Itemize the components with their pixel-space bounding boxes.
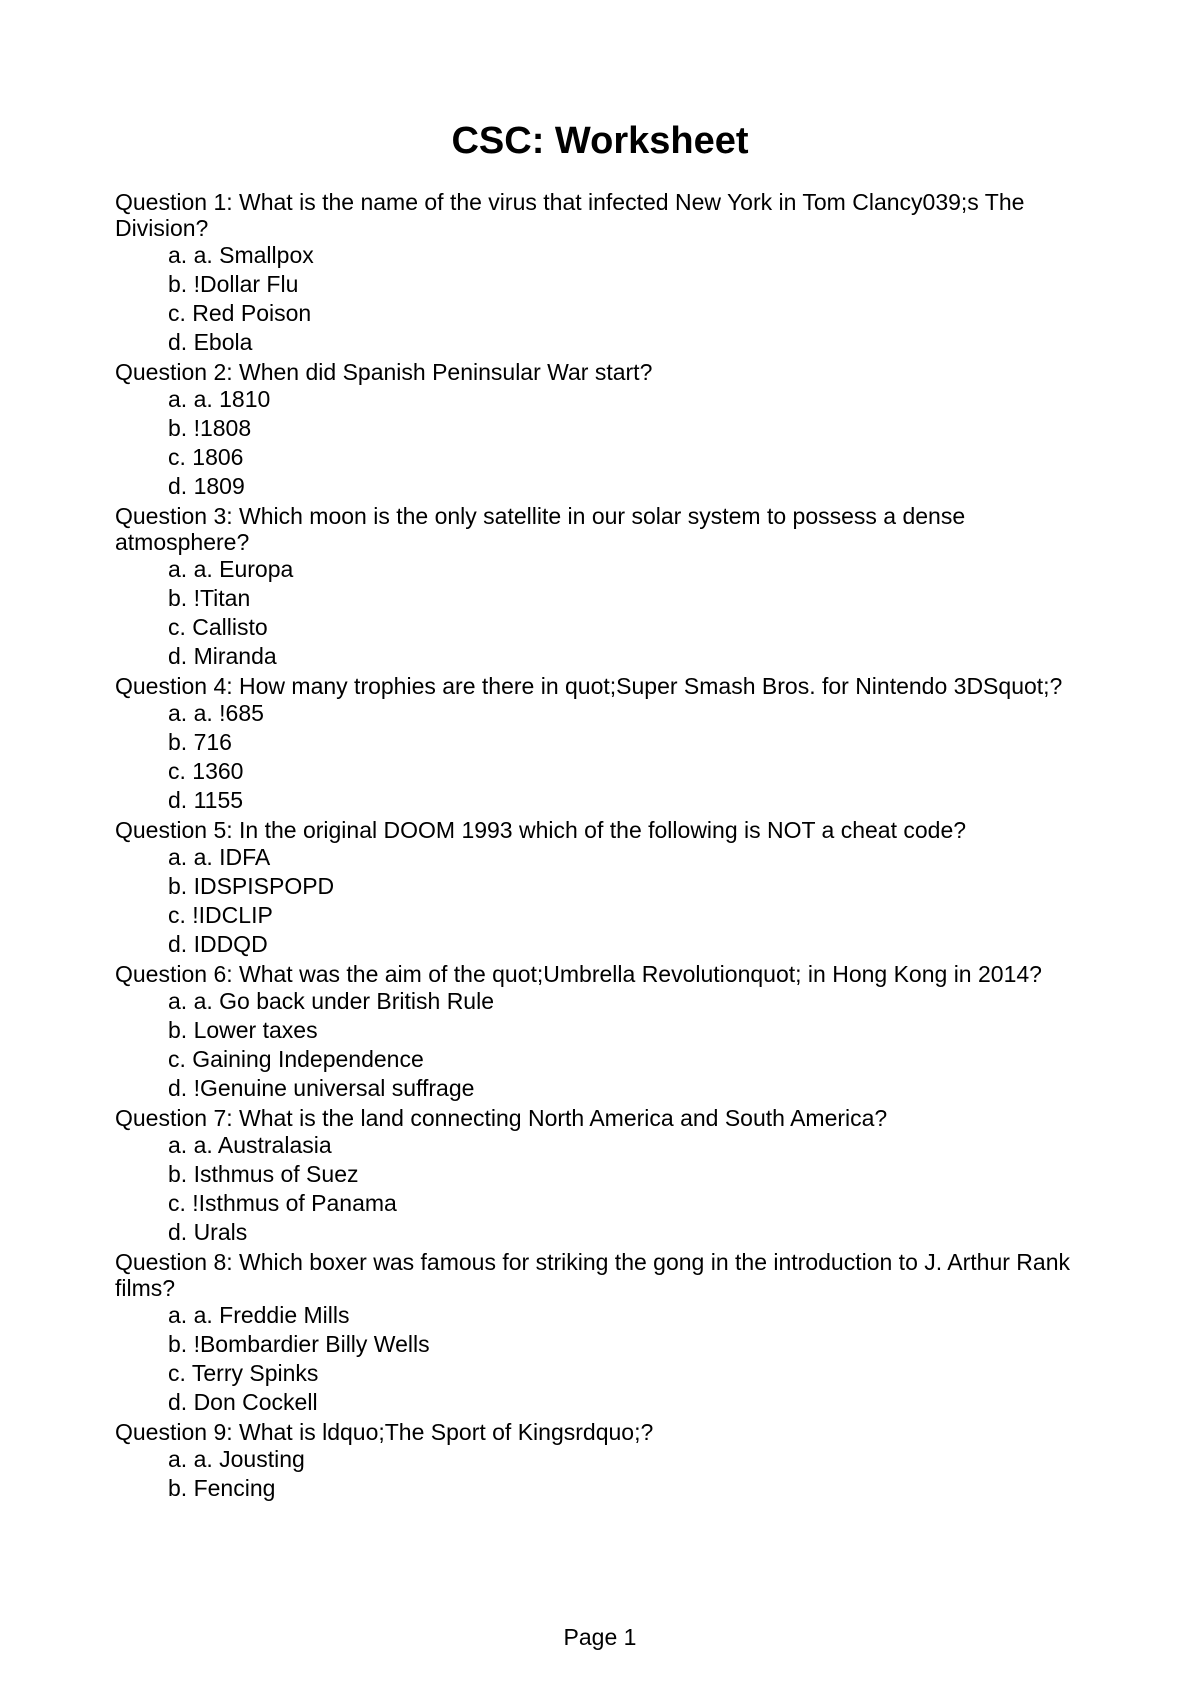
answer-option: c. Terry Spinks	[168, 1360, 319, 1386]
answer-option: b. Lower taxes	[168, 1017, 318, 1043]
answer-options	[115, 1301, 1095, 1417]
answer-options	[115, 1445, 1095, 1503]
question-9	[115, 1417, 1095, 1503]
question-text: Question 7: What is the land connecting North America and South America?	[115, 1105, 888, 1131]
question-text: Question 6: What was the aim of the quot;Umbrella Revolutionquot; in Hong Kong in 2014?	[115, 961, 1042, 987]
answer-option: d. Don Cockell	[168, 1389, 318, 1415]
answer-option: c. !Isthmus of Panama	[168, 1190, 397, 1216]
page-title: CSC: Worksheet	[451, 120, 749, 162]
answer-option: b. IDSPISPOPD	[168, 873, 335, 899]
question-text: Question 2: When did Spanish Peninsular War start?	[115, 359, 653, 385]
question-1	[115, 187, 1095, 357]
answer-option: d. Urals	[168, 1219, 248, 1245]
answer-options	[115, 241, 1095, 357]
question-text: Question 4: How many trophies are there in quot;Super Smash Bros. for Nintendo 3DSquot;?	[115, 673, 1063, 699]
answer-option: b. Fencing	[168, 1475, 276, 1501]
question-text: Question 8: Which boxer was famous for striking the gong in the introduction to J. Arthur Rank films?	[115, 1249, 1070, 1301]
answer-option: a. a. Freddie Mills	[168, 1302, 350, 1328]
answer-option: c. Callisto	[168, 614, 268, 640]
page-number: Page 1	[563, 1624, 637, 1650]
question-8	[115, 1247, 1095, 1417]
answer-option: b. !Dollar Flu	[168, 271, 299, 297]
question-3	[115, 501, 1095, 671]
question-5	[115, 815, 1095, 959]
answer-options	[115, 555, 1095, 671]
question-list	[115, 187, 1095, 1503]
answer-option: a. a. Jousting	[168, 1446, 305, 1472]
answer-options	[115, 987, 1095, 1103]
answer-option: c. Red Poison	[168, 300, 312, 326]
answer-option: b. !1808	[168, 415, 252, 441]
answer-option: a. a. 1810	[168, 386, 271, 412]
question-text: Question 3: Which moon is the only satellite in our solar system to possess a dense atmosphere?	[115, 503, 966, 555]
answer-option: b. 716	[168, 729, 232, 755]
question-text: Question 5: In the original DOOM 1993 which of the following is NOT a cheat code?	[115, 817, 967, 843]
answer-options	[115, 1131, 1095, 1247]
answer-option: d. Miranda	[168, 643, 277, 669]
question-2	[115, 357, 1095, 501]
answer-option: c. 1806	[168, 444, 244, 470]
answer-options	[115, 385, 1095, 501]
answer-option: a. a. !685	[168, 700, 264, 726]
question-7	[115, 1103, 1095, 1247]
question-6	[115, 959, 1095, 1103]
answer-option: a. a. Smallpox	[168, 242, 314, 268]
answer-option: a. a. IDFA	[168, 844, 271, 870]
question-4	[115, 671, 1095, 815]
answer-options	[115, 843, 1095, 959]
answer-option: d. 1809	[168, 473, 245, 499]
answer-option: c. 1360	[168, 758, 244, 784]
answer-option: d. Ebola	[168, 329, 253, 355]
question-text: Question 9: What is ldquo;The Sport of Kingsrdquo;?	[115, 1419, 654, 1445]
answer-option: c. !IDCLIP	[168, 902, 273, 928]
question-text: Question 1: What is the name of the virus that infected New York in Tom Clancy039;s The Division?	[115, 189, 1025, 241]
answer-option: d. IDDQD	[168, 931, 268, 957]
answer-option: a. a. Australasia	[168, 1132, 332, 1158]
answer-option: c. Gaining Independence	[168, 1046, 424, 1072]
answer-option: b. !Bombardier Billy Wells	[168, 1331, 430, 1357]
answer-option: a. a. Go back under British Rule	[168, 988, 494, 1014]
answer-option: d. !Genuine universal suffrage	[168, 1075, 475, 1101]
answer-options	[115, 699, 1095, 815]
answer-option: d. 1155	[168, 787, 244, 813]
answer-option: b. !Titan	[168, 585, 251, 611]
answer-option: a. a. Europa	[168, 556, 294, 582]
answer-option: b. Isthmus of Suez	[168, 1161, 359, 1187]
